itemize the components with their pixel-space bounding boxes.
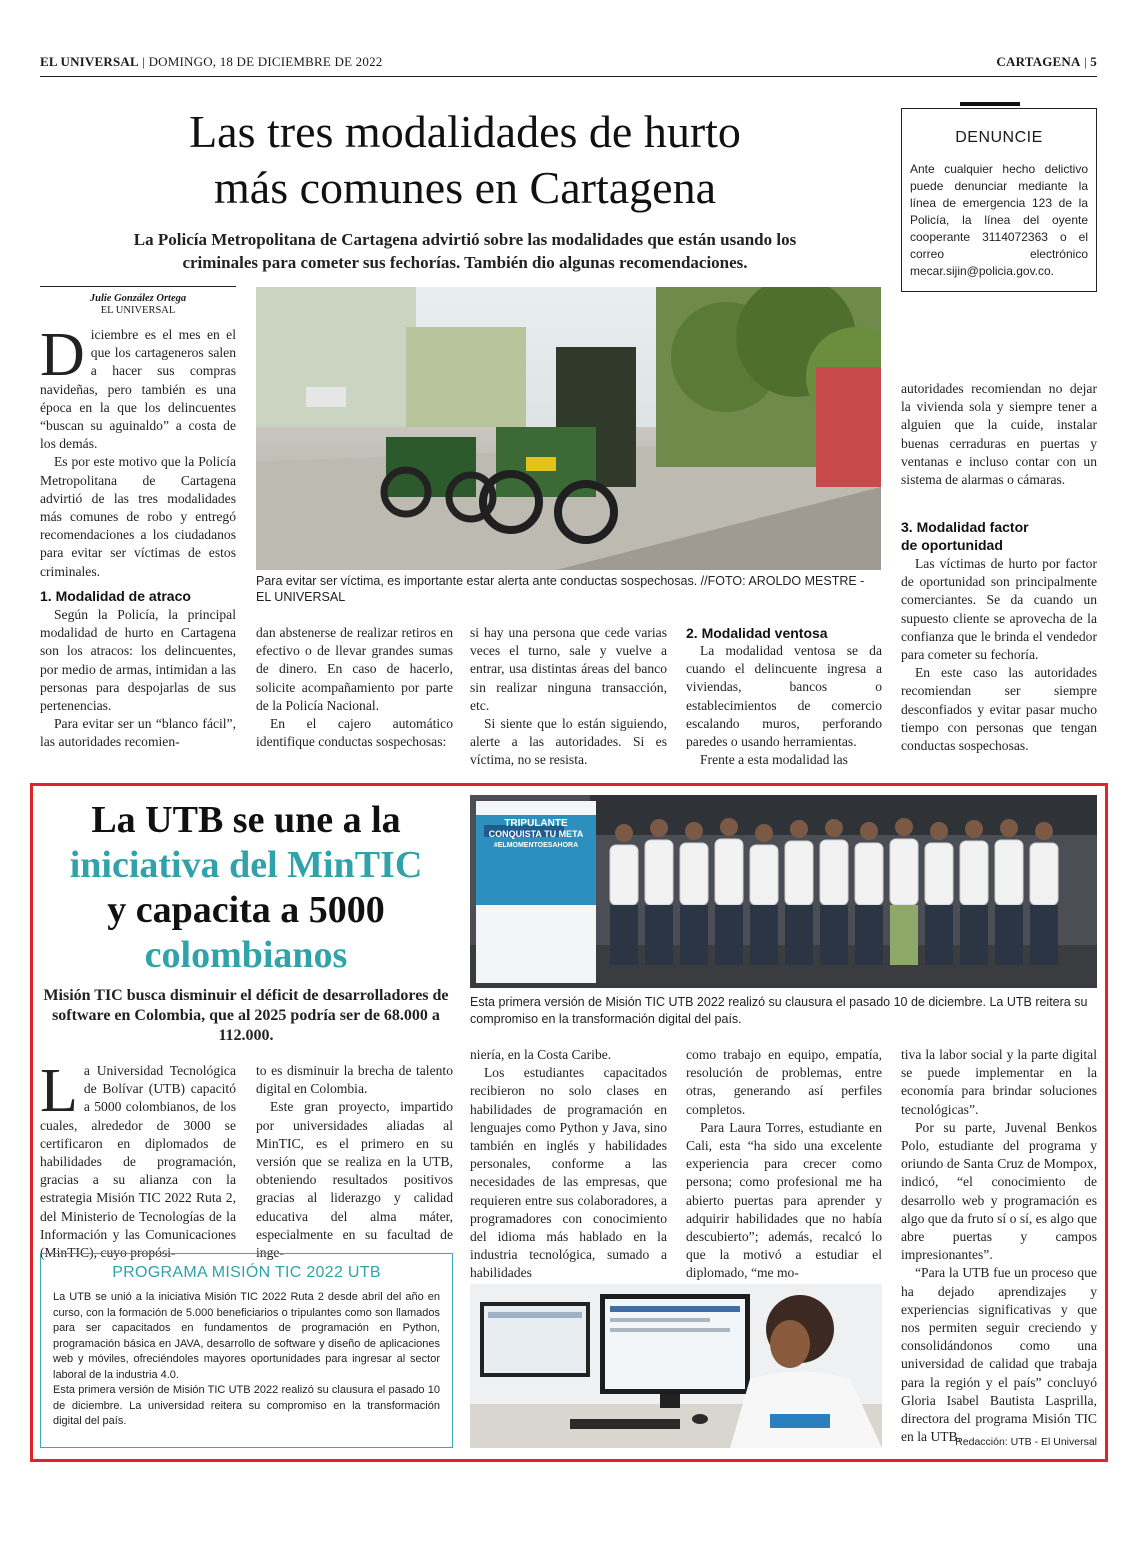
article1-title	[40, 104, 890, 216]
article1-col3-p2: Si siente que lo están siguiendo, alerte a las autoridades. Si es víctima, no se resista.	[470, 716, 667, 768]
masthead-divider: |	[142, 54, 149, 69]
article1-col5-p3: En este caso las autoridades recomiendan ser siempre desconfiados y evitar pasar mucho tiempo con personas que tengan conductas sospechosas.	[901, 665, 1097, 754]
article1-col5-p2: Las víctimas de hurto por factor de oportunidad son principalmente comerciantes. Se da cuando un supuesto cliente se aprovecha de la confianza que le brinda el vendedor para cometer su fechoría.	[901, 556, 1097, 663]
subhead-atraco: 1. Modalidad de atraco	[40, 588, 191, 604]
article1-col4-p1: La modalidad ventosa se da cuando el delincuente ingresa a viviendas, bancos o establecimientos de comercio escalando muros, perforando paredes o usando herramientas.	[686, 643, 882, 750]
dropcap-d: D	[40, 321, 85, 389]
author-outlet: EL UNIVERSAL	[100, 305, 176, 316]
article1-subtitle-line2: criminales para cometer sus fechorías. También dio algunas recomendaciones.	[182, 253, 748, 272]
paper-name: EL UNIVERSAL	[40, 54, 139, 69]
photo-banner-text	[476, 818, 596, 851]
author-name: Julie González Ortega	[89, 293, 187, 304]
article2-credit: Redacción: UTB - El Universal	[955, 1436, 1097, 1448]
programa-p2: Esta primera versión de Misión TIC UTB 2022 realizó su clausura el pasado 10 de diciembre. La universidad reitera su compromiso en la transformación digital del país.	[53, 1384, 440, 1427]
student-computer-photo	[470, 1284, 882, 1448]
article2-col3-p2: Los estudiantes capacitados recibieron no solo clases en habilidades de programación en lenguajes como Python y Java, sino también en inglés y habilidades personales, conforme a las necesidades de las empresas, que requieren entre sus colaboradores, a programadores con conocimiento del idioma más hablado en la industria tecnológica, sumado a habilidades	[470, 1065, 667, 1281]
article1-photo-caption: Para evitar ser víctima, es importante estar alerta ante conductas sospechosas. //FOTO: AROLDO MESTRE - EL UNIVERSAL	[256, 574, 865, 604]
article2-col4-p2: Para Laura Torres, estudiante en Cali, esta “ha sido una excelente experiencia para crecer como persona; como profesional me ha abierto puertas para aprender y adquirir habilidades que no había descubierto”; además, recalcó lo que la motivó a estudiar el diplomado, “me mo-	[686, 1119, 882, 1281]
subhead-ventosa: 2. Modalidad ventosa	[686, 625, 828, 641]
motorcycles-photo	[256, 287, 881, 570]
article1-col1-p4: Para evitar ser un “blanco fácil”, las autoridades recomien-	[40, 716, 236, 750]
page-number: 5	[1090, 54, 1097, 69]
banner-line1: TRIPULANTE	[504, 818, 568, 829]
article2-title-line4: colombianos	[144, 934, 348, 976]
article1-col1-bottom	[40, 606, 236, 752]
article2-col2	[256, 1062, 453, 1262]
article2-col2-p2: Este gran proyecto, impartido por universidades aliadas al MinTIC, es el primero en su versión que se realiza en la UTB, obteniendo resultados positivos gracias al liderazgo y calidad educativa del alma máter, especialmente en su facultad de inge-	[256, 1099, 453, 1261]
article2-col5-p3: “Para la UTB fue un proceso que ha dejado aprendizajes y experiencias significativas y que nos permiten seguir creciendo y consolidándonos como una universidad de calidad que trabaja para la región y el país” concluyó Gloria Isabel Bautista Lasprilla, directora del programa Misión TIC en la UTB.	[901, 1265, 1097, 1445]
banner-line2: CONQUISTA TU META	[488, 829, 584, 839]
article1-col1-p2: Es por este motivo que la Policía Metropolitana de Cartagena advirtió de las tres modalidades más comunes de robo y entregó recomendaciones a los ciudadanos para evitar ser víctimas de estos criminales.	[40, 454, 236, 579]
denuncie-top-bar	[960, 102, 1020, 106]
masthead-left	[40, 54, 382, 74]
programa-box	[40, 1253, 453, 1448]
article2-col1	[40, 1057, 236, 1262]
student-computer-illustration	[470, 1284, 882, 1448]
section-name: CARTAGENA	[996, 54, 1081, 69]
header-rule	[40, 76, 1097, 77]
article1-col1-p3: Según la Policía, la principal modalidad de hurto en Cartagena son los atracos: los delincuentes, por medio de armas, intimidan a las personas para despojarlas de sus pertenencias.	[40, 607, 236, 714]
article1-col1-top	[40, 321, 236, 581]
article1-subtitle	[40, 228, 890, 274]
article2-photo-caption: Esta primera versión de Misión TIC UTB 2022 realizó su clausura el pasado 10 de diciembre. La UTB reitera su compromiso en la transformación digital del país.	[470, 995, 1088, 1026]
article1-col4	[686, 642, 882, 769]
article2-subtitle: Misión TIC busca disminuir el déficit de desarrolladores de software en Colombia, que al 2025 podría ser de 68.000 a 112.000.	[43, 987, 449, 1044]
masthead-right	[996, 54, 1097, 74]
article1-title-line1: Las tres modalidades de hurto	[189, 106, 741, 157]
article2-col4-p1: como trabajo en equipo, empatía, resolución de problemas, entre otras, generando así perfiles completos.	[686, 1047, 882, 1117]
article1-subtitle-line1: La Policía Metropolitana de Cartagena advirtió sobre las modalidades que están usando los	[133, 230, 797, 249]
subhead-oportunidad	[901, 518, 1097, 554]
article1-col1-p1: iciembre es el mes en el que los cartageneros salen a hacer sus compras navideñas, pero también es una época en la que los delincuentes “buscan su aguinaldo” a costa de los demás.	[40, 327, 236, 452]
article2-col4	[686, 1046, 882, 1283]
issue-date: DOMINGO, 18 DE DICIEMBRE DE 2022	[148, 54, 383, 69]
dropcap-l: L	[40, 1057, 78, 1125]
denuncie-title: DENUNCIE	[955, 129, 1043, 146]
article1-col2-p1: dan abstenerse de realizar retiros en efectivo o de llevar grandes sumas de dinero. En caso de hacerlo, solicite acompañamiento por parte de la Policía Nacional.	[256, 625, 453, 713]
article2-col1-p1: a Universidad Tecnológica de Bolívar (UTB) capacitó a 5000 colombianos, de los cuales, alrededor de 3000 se certificaron en diplomados de habilidades de programación, gracias a su alianza con la estrategia Misión TIC 2022 Ruta 2, del Ministerio de Tecnologías de la Información y las Comunicaciones (MinTIC), cuyo propósi-	[40, 1063, 236, 1261]
article2-title-line3: y capacita a 5000	[107, 889, 385, 931]
article2-col5-p2: Por su parte, Juvenal Benkos Polo, estudiante del programa y oriundo de Santa Cruz de Mompox, indicó, “el conocimiento de desarrollo web y programación es algo que da fruto sí o sí, es algo que abre puertas y campos impresionantes”.	[901, 1119, 1097, 1263]
article2-title-line1: La UTB se une a la	[91, 799, 401, 841]
article1-col3	[470, 624, 667, 770]
article1-col2-p2: En el cajero automático identifique conductas sospechosas:	[256, 716, 453, 750]
article1-col5-p1: autoridades recomiendan no dejar la vivienda sola y siempre tener a alguien que la cuide, instalar buenas cerraduras en puertas y ventanas e incluso contar con un sistema de alarmas o cámaras.	[901, 381, 1097, 488]
article2-col5	[901, 1046, 1097, 1446]
article1-col4-p2: Frente a esta modalidad las	[700, 752, 848, 768]
article2-title	[40, 798, 452, 978]
masthead-divider: |	[1084, 54, 1091, 69]
article1-col5-top	[901, 380, 1097, 489]
denuncie-text: Ante cualquier hecho delictivo puede denunciar mediante la línea de emergencia 123 de la Policía, la línea del oyente cooperante 3114072363 o el correo electrónico mecar.sijin@policia.gov.co.	[910, 162, 1088, 278]
byline	[40, 293, 236, 317]
subhead-oportunidad-line2: de oportunidad	[901, 537, 1003, 553]
article1-col2	[256, 624, 453, 751]
byline-rule	[40, 286, 236, 287]
article1-title-line2: más comunes en Cartagena	[214, 162, 716, 213]
motorcycles-photo-illustration	[256, 287, 881, 570]
subhead-oportunidad-line1: 3. Modalidad factor	[901, 519, 1029, 535]
article2-title-line2: iniciativa del MinTIC	[69, 844, 423, 886]
programa-p1: La UTB se unió a la iniciativa Misión TIC 2022 Ruta 2 desde abril del año en curso, con la formación de 5.000 beneficiarios o tripulantes como son llamados para ser capacitados en fundamentos de programación en Python, programación básica en JAVA, desarrollo de software y diseño de aplicaciones web y móviles, ofreciéndoles mayores oportunidades para ingresar al sector laboral de la industria 4.0.	[53, 1291, 440, 1381]
programa-title: PROGRAMA MISIÓN TIC 2022 UTB	[112, 1264, 381, 1281]
article1-col3-p1: si hay una persona que cede varias veces el turno, sale y vuelve a entrar, usa distintas áreas del banco sin realizar ninguna transacción, etc.	[470, 625, 667, 713]
article2-col3-p1: niería, en la Costa Caribe.	[470, 1047, 612, 1062]
article1-col5-bottom	[901, 555, 1097, 755]
article2-col2-p1: to es disminuir la brecha de talento digital en Colombia.	[256, 1063, 453, 1097]
banner-line3: #ELMOMENTOESAHORA	[493, 842, 579, 849]
article2-col5-p1: tiva la labor social y la parte digital se puede implementar en la economía para brindar soluciones tecnológicas”.	[901, 1047, 1097, 1117]
denuncie-box	[901, 108, 1097, 292]
article2-col3	[470, 1046, 667, 1283]
